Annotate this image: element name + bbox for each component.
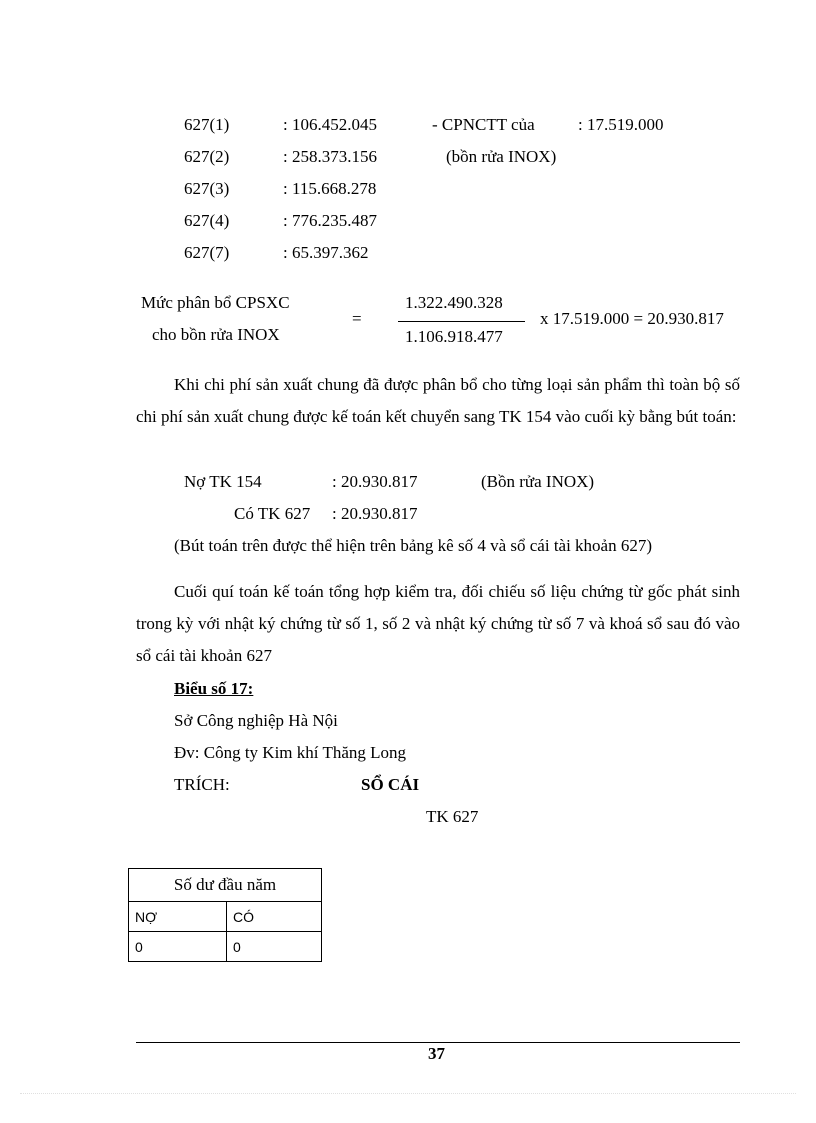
account-code: 627(4) [184, 211, 230, 230]
account-value: : 115.668.278 [283, 179, 377, 198]
cpnctt-label: - CPNCTT của [432, 115, 535, 134]
formula-equals: = [352, 309, 362, 328]
balance-header: Số dư đầu năm [129, 869, 322, 902]
account-value: : 65.397.362 [283, 243, 369, 262]
account-value: : 106.452.045 [283, 115, 377, 134]
formula-numerator: 1.322.490.328 [405, 293, 503, 312]
formula-label-line1: Mức phân bổ CPSXC [141, 293, 290, 312]
department: Sở Công nghiệp Hà Nội [174, 711, 338, 730]
formula-result: x 17.519.000 = 20.930.817 [540, 309, 724, 328]
debit-label: Nợ TK 154 [184, 472, 262, 491]
debit-column-header: NỢ [129, 902, 227, 932]
cpnctt-value: : 17.519.000 [578, 115, 664, 134]
credit-value: : 20.930.817 [332, 504, 418, 523]
page-number: 37 [428, 1044, 445, 1063]
company: Đv: Công ty Kim khí Thăng Long [174, 743, 407, 762]
entry-note: (Bút toán trên được thể hiện trên bảng kê số 4 và sổ cái tài khoản 627) [174, 536, 653, 555]
paragraph-closing: Cuối quí toán kế toán tổng hợp kiểm tra, đối chiếu số liệu chứng từ gốc phát sinh trong kỳ với nhật ký chứng từ số 1, số 2 và nhật ký chứng từ số 7 và khoá sổ sau đó vào sổ cái tài khoản 627 [136, 582, 740, 665]
opening-balance-table [128, 868, 322, 962]
page-edge [20, 1093, 796, 1094]
account-code: 627(7) [184, 243, 230, 262]
formula-denominator: 1.106.918.477 [405, 327, 503, 346]
cpnctt-note: (bồn rửa INOX) [446, 147, 557, 166]
debit-balance: 0 [129, 932, 227, 962]
paragraph-transfer: Khi chi phí sản xuất chung đã được phân bổ cho từng loại sản phẩm thì toàn bộ số chi phí sản xuất chung được kế toán kết chuyển sang TK 154 vào cuối kỳ bằng bút toán: [136, 375, 740, 426]
footer-rule [136, 1042, 740, 1043]
ledger-account: TK 627 [426, 807, 479, 826]
account-code: 627(3) [184, 179, 230, 198]
account-code: 627(2) [184, 147, 230, 166]
account-value: : 258.373.156 [283, 147, 377, 166]
ledger-title: SỔ CÁI [361, 775, 420, 794]
debit-note: (Bồn rửa INOX) [481, 472, 595, 491]
fraction-line [398, 321, 525, 322]
debit-value: : 20.930.817 [332, 472, 418, 491]
formula-label-line2: cho bồn rửa INOX [152, 325, 280, 344]
credit-column-header: CÓ [227, 902, 322, 932]
credit-label: Có TK 627 [234, 504, 311, 523]
form-number: Biểu số 17: [174, 679, 254, 698]
account-value: : 776.235.487 [283, 211, 377, 230]
credit-balance: 0 [227, 932, 322, 962]
account-code: 627(1) [184, 115, 230, 134]
extract-label: TRÍCH: [174, 775, 230, 794]
